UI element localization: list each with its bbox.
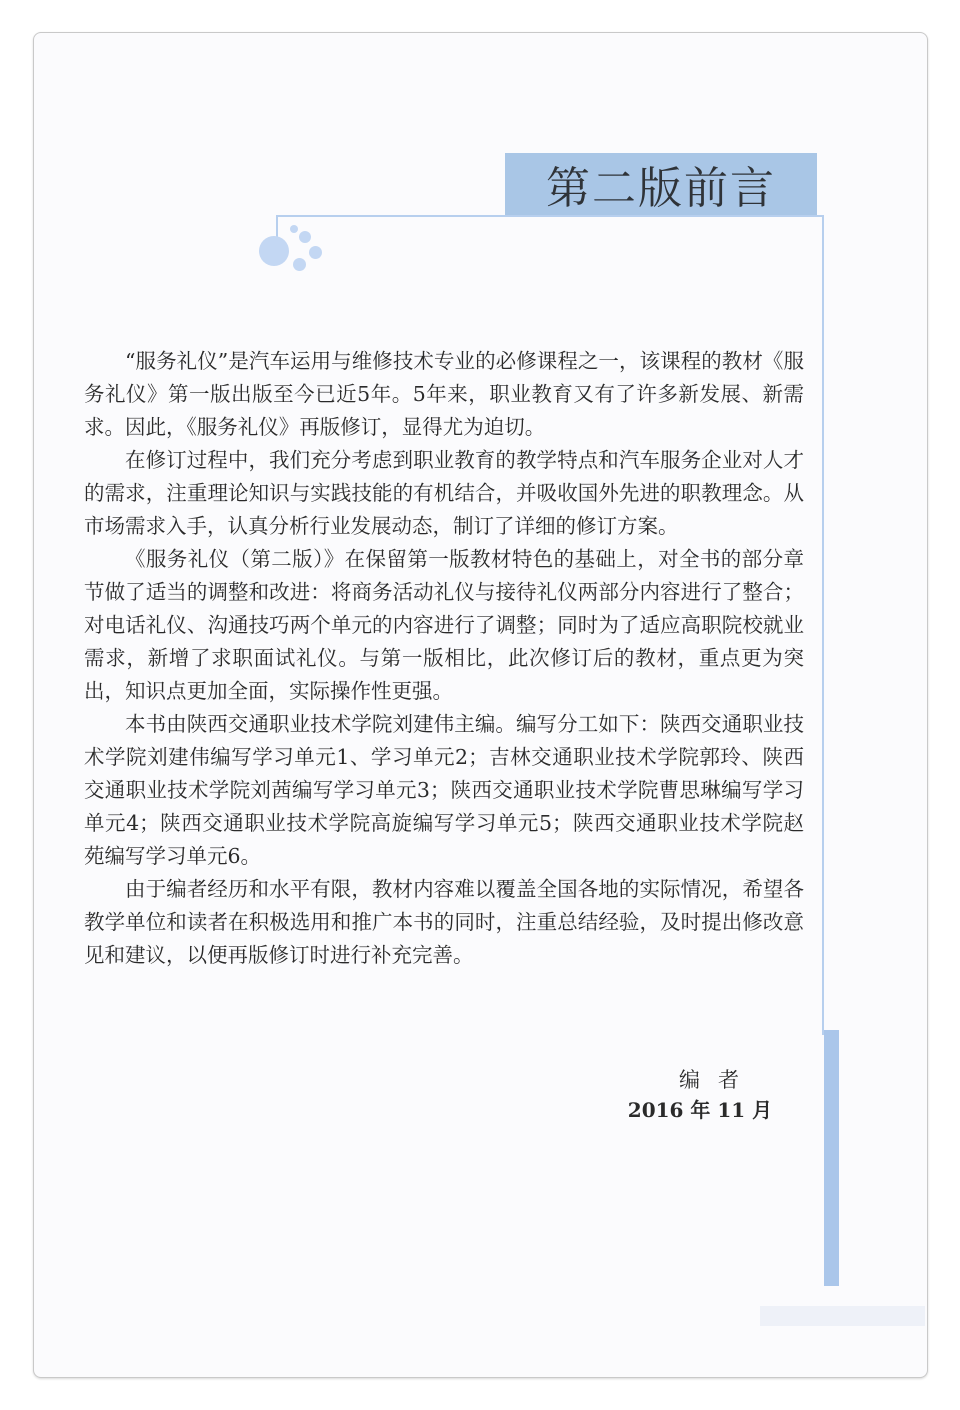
dot-small-icon: [290, 225, 298, 233]
dot-small-icon: [299, 231, 311, 243]
paragraph: 《服务礼仪（第二版）》在保留第一版教材特色的基础上，对全书的部分章节做了适当的调整和改进：将商务活动礼仪与接待礼仪两部分内容进行了整合；对电话礼仪、沟通技巧两个单元的内容进行了调整；同时为了适应高职院校就业需求，新增了求职面试礼仪。与第一版相比，此次修订后的教材，重点更为突出，知识点更加全面，实际操作性更强。: [84, 547, 804, 703]
signature-author: 编者: [679, 1068, 757, 1092]
dot-medium-icon: [293, 258, 306, 271]
preface-body: [84, 345, 804, 972]
bottom-accent-band: [760, 1306, 925, 1326]
page-title: 第二版前言: [546, 163, 776, 214]
signature-date: 2016 年 11 月: [627, 1098, 773, 1122]
paragraph: 由于编者经历和水平有限，教材内容难以覆盖全国各地的实际情况，希望各教学单位和读者在积极选用和推广本书的同时，注重总结经验，及时提出修改意见和建议，以便再版修订时进行补充完善。: [84, 877, 804, 967]
paragraph: “服务礼仪”是汽车运用与维修技术专业的必修课程之一，该课程的教材《服务礼仪》第一版出版至今已近5年。5年来，职业教育又有了许多新发展、新需求。因此，《服务礼仪》再版修订，显得尤为迫切。: [84, 349, 804, 439]
paragraph: 在修订过程中，我们充分考虑到职业教育的教学特点和汽车服务企业对人才的需求，注重理论知识与实践技能的有机结合，并吸收国外先进的职教理念。从市场需求入手，认真分析行业发展动态，制订了详细的修订方案。: [84, 448, 804, 538]
dot-large-icon: [259, 236, 289, 266]
heading-rule: [276, 215, 824, 217]
side-accent-bar: [824, 1030, 839, 1286]
paragraph: 本书由陕西交通职业技术学院刘建伟主编。编写分工如下：陕西交通职业技术学院刘建伟编写学习单元1、学习单元2；吉林交通职业技术学院郭玲、陕西交通职业技术学院刘茜编写学习单元3；陕西交通职业技术学院曹思琳编写学习单元4；陕西交通职业技术学院高旋编写学习单元5；陕西交通职业技术学院赵苑编写学习单元6。: [84, 712, 804, 868]
rule-right-vertical: [822, 215, 824, 1035]
dot-medium-icon: [309, 246, 322, 259]
heading-box: [505, 153, 817, 215]
